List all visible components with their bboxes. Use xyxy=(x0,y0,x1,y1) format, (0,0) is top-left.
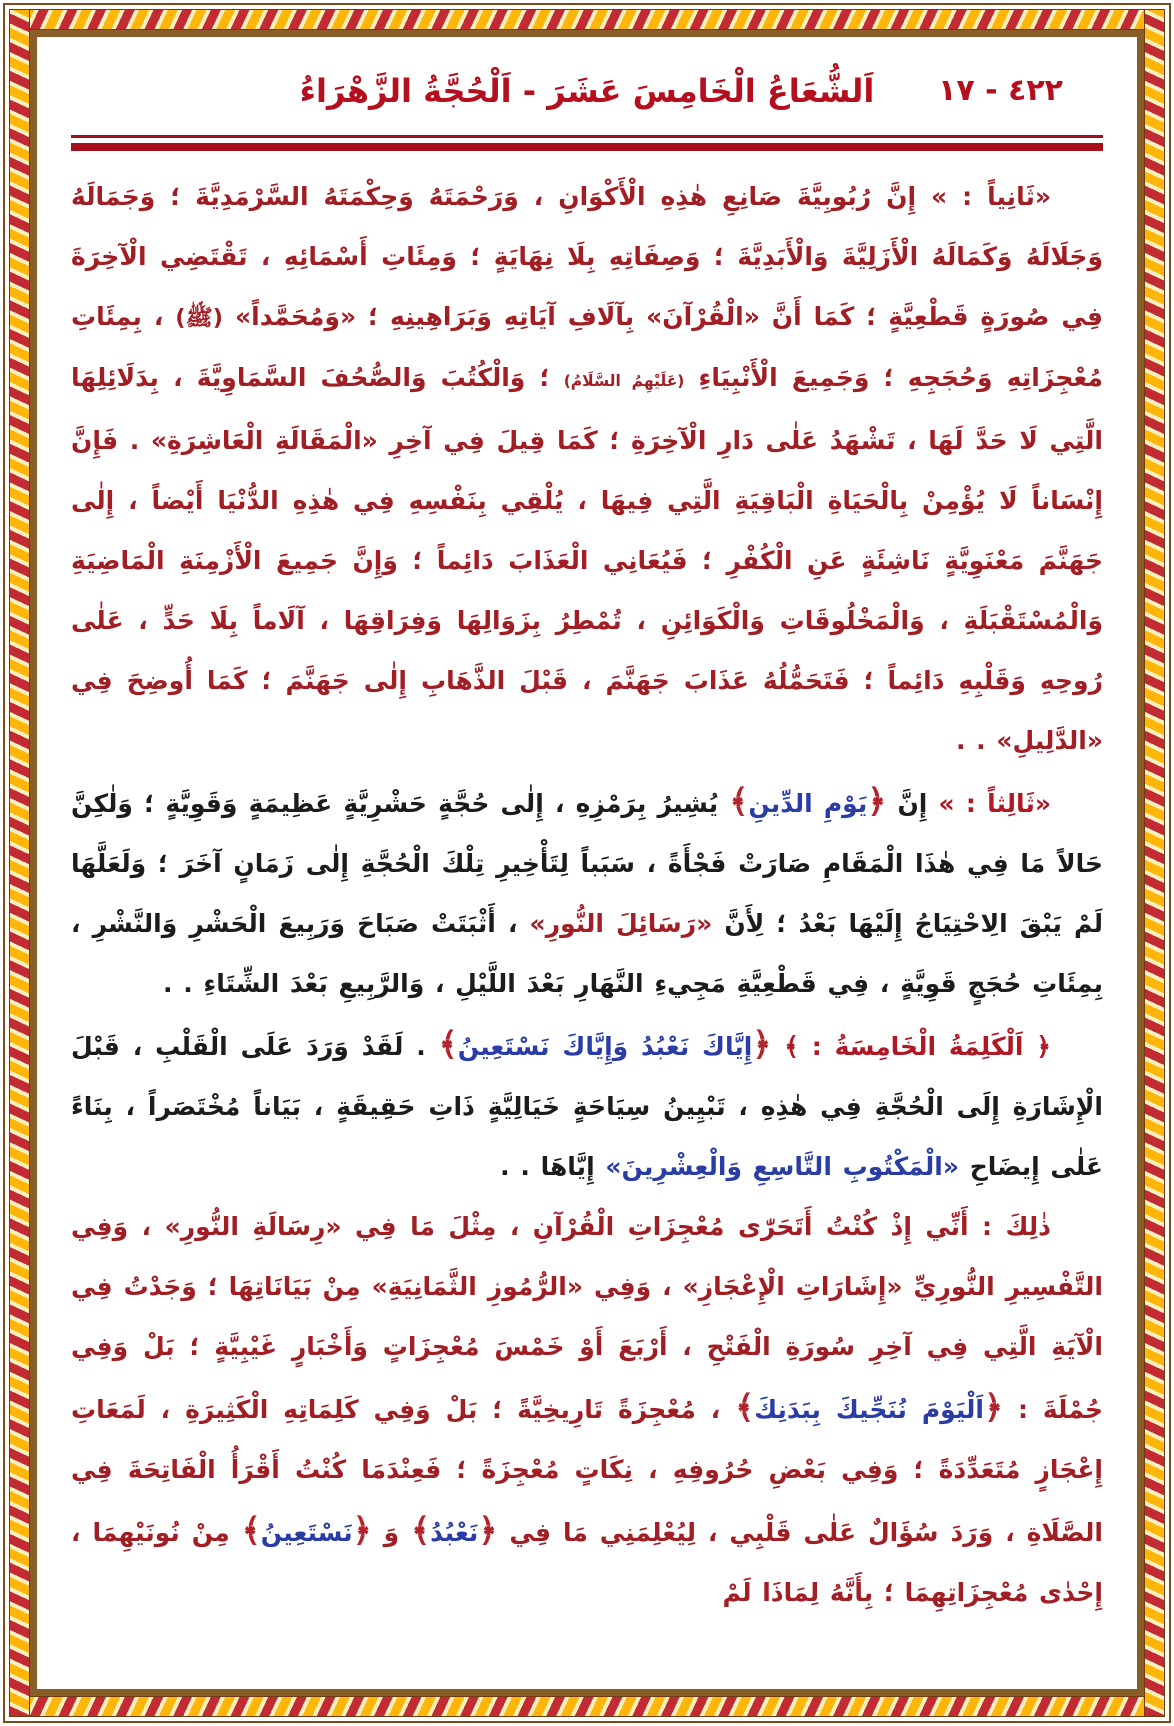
text-segment: نَسْتَعِينُ xyxy=(260,1518,353,1547)
text-segment: ﴿ اَلْكَلِمَةُ الْخَامِسَةُ : ﴾ xyxy=(771,1032,1052,1061)
text-segment: نَعْبُدُ xyxy=(430,1518,479,1547)
border-chain-right xyxy=(1144,9,1165,1717)
text-segment: ﴿ xyxy=(752,1025,772,1063)
text-segment: «ثَالِثاً : » xyxy=(927,789,1051,818)
text-segment: ، أَثْبَتَتْ صَبَاحَ وَرَبِيعَ الْحَشْرِ وَالنَّشْرِ ، بِمِئَاتِ حُجَجٍ قَوِيَّةٍ ، فِي قَطْعِيَّةِ مَجِيءِ النَّهَارِ بَعْدَ اللَّيْلِ ، وَالرَّبِيعِ بَعْدَ الشِّتَاءِ . . xyxy=(71,909,1103,998)
text-segment: يُشِيرُ بِرَمْزِهِ ، إِلٰى حُجَّةٍ حَشْرِيَّةٍ عَظِيمَةٍ وَقَوِيَّةٍ ؛ وَلٰكِنَّ حَالاً مَا فِي هٰذَا الْمَقَامِ صَارَتْ فَجْأَةً ، سَبَباً لِتَأْخِيرِ تِلْكَ الْحُجَّةِ إِلٰى زَمَانٍ آخَرَ ؛ وَلَعَلَّهَا لَمْ يَبْقَ الِاحْتِيَاجُ إِلَيْهَا بَعْدُ ؛ لِأَنَّ xyxy=(71,789,1104,938)
text-segment: . لَقَدْ وَرَدَ عَلَى الْقَلْبِ ، قَبْلَ الْإِشَارَةِ إِلَى الْحُجَّةِ فِي هٰذِهِ ، تَبْيِينُ سِيَاحَةٍ خَيَالِيَّةٍ ذَاتِ حَقِيقَةٍ ، بَيَاناً مُخْتَصَراً ، بِنَاءً عَلٰى إِيضَاحِ xyxy=(71,1032,1103,1181)
text-segment: يَوْمِ الدِّينِ xyxy=(748,789,868,818)
para-thalithan xyxy=(71,771,1103,1014)
page-content xyxy=(37,37,1137,1689)
para-fifth-word xyxy=(71,1014,1103,1197)
border-chain-top xyxy=(9,9,1165,30)
text-segment: إِيَّاكَ نَعْبُدُ وَإِيَّاكَ نَسْتَعِينُ xyxy=(457,1032,753,1061)
text-segment: «ثَانِياً : » إِنَّ رُبُوبِيَّةَ صَانِعِ هٰذِهِ الْأَكْوَانِ ، وَرَحْمَتَهُ وَحِكْمَتَهُ السَّرْمَدِيَّةَ ؛ وَجَمَالَهُ وَجَلَالَهُ وَكَمَالَهُ الْأَزَلِيَّةَ وَالْأَبَدِيَّةَ ؛ وَصِفَاتِهِ بِلَا نِهَايَةٍ ؛ وَمِئَاتِ أَسْمَائِهِ ، تَقْتَضِي الْآخِرَةَ فِي صُورَةٍ قَطْعِيَّةٍ ؛ كَمَا أَنَّ «الْقُرْآنَ» بِآلَافِ آيَاتِهِ وَبَرَاهِينِهِ ؛ «وَمُحَمَّداً» xyxy=(71,182,1103,331)
header-rule xyxy=(71,135,1103,151)
page-body xyxy=(71,167,1103,1623)
text-segment: (عَلَيْهِمُ السَّلَامُ) xyxy=(563,372,685,390)
text-segment: ﴾ xyxy=(411,1511,431,1549)
page-number: ٤٢٢ - ١٧ xyxy=(938,73,1063,108)
text-segment: ﴾ xyxy=(729,782,749,820)
text-segment: ﴿ xyxy=(867,782,887,820)
text-segment: إِيَّاهَا . . xyxy=(500,1152,606,1181)
text-segment: «الْمَكْتُوبِ التَّاسِعِ وَالْعِشْرِينَ» xyxy=(605,1152,960,1181)
text-segment: ، مُعْجِزَةً تَارِيخِيَّةً ؛ بَلْ وَفِي كَلِمَاتِهِ الْكَثِيرَةِ ، لَمَعَاتِ إِعْجَازٍ مُتَعَدِّدَةً ؛ وَفِي بَعْضِ حُرُوفِهِ ، نِكَاتٍ مُعْجِزَةً ؛ فَعِنْدَمَا كُنْتُ أَقْرَأُ الْفَاتِحَةَ فِي الصَّلَاةِ ، وَرَدَ سُؤَالٌ عَلٰى قَلْبِي ، لِيُعْلِمَنِي مَا فِي xyxy=(71,1395,1103,1547)
page-header xyxy=(71,59,1103,131)
text-segment: ﴾ xyxy=(735,1388,755,1426)
text-segment: ﴿ xyxy=(478,1511,498,1549)
text-segment: إِنَّ xyxy=(886,789,928,818)
border-chain-bottom xyxy=(9,1696,1165,1717)
text-segment: ﴾ xyxy=(241,1511,261,1549)
text-segment: ذٰلِكَ : أَنِّي إِذْ كُنْتُ أَتَحَرّٰى مُعْجِزَاتِ الْقُرْآنِ ، مِثْلَ مَا فِي «رِسَالَةِ النُّورِ» ، وَفِي التَّفْسِيرِ النُّورِيِّ «إِشَارَاتِ الْإِعْجَازِ» ، وَفِي «الرُّمُوزِ الثَّمَانِيَةِ» مِنْ بَيَانَاتِهَا ؛ وَجَدْتُ فِي الْآيَةِ الَّتِي فِي آخِرِ سُورَةِ الْفَتْحِ ، أَرْبَعَ أَوْ خَمْسَ مُعْجِزَاتٍ وَأَخْبَارٍ غَيْبِيَّةٍ ؛ بَلْ وَفِي جُمْلَةَ : xyxy=(71,1212,1103,1424)
para-dhalika xyxy=(71,1197,1103,1623)
para-thaniyan xyxy=(71,167,1103,771)
text-segment: اَلْيَوْمَ نُنَجِّيكَ بِبَدَنِكَ xyxy=(754,1395,984,1424)
page-title: اَلشُّعَاعُ الْخَامِسَ عَشَرَ - اَلْحُجَّةُ الزَّهْرَاءُ xyxy=(299,72,875,110)
text-segment: وَ xyxy=(371,1518,412,1547)
text-segment: ؛ وَالْكُتُبَ وَالصُّحُفَ السَّمَاوِيَّةَ ، بِدَلَائِلِهَا الَّتِي لَا حَدَّ لَهَا ، تَشْهَدُ عَلٰى دَارِ الْآخِرَةِ ؛ كَمَا قِيلَ فِي آخِرِ «الْمَقَالَةِ الْعَاشِرَةِ» . فَإِنَّ إِنْسَاناً لَا يُؤْمِنْ بِالْحَيَاةِ الْبَاقِيَةِ الَّتِي فِيهَا ، يُلْقِي بِنَفْسِهِ فِي هٰذِهِ الدُّنْيَا أَيْضاً ، إِلٰى جَهَنَّمَ مَعْنَوِيَّةٍ نَاشِئَةٍ عَنِ الْكُفْرِ ؛ فَيُعَانِي الْعَذَابَ دَائِماً ؛ وَإِنَّ جَمِيعَ الْأَزْمِنَةِ الْمَاضِيَةِ وَالْمُسْتَقْبَلَةِ ، وَالْمَخْلُوقَاتِ وَالْكَوَائِنِ ، تُمْطِرُ بِزَوَالِهَا وَفِرَاقِهَا ، آلَاماً بِلَا حَدٍّ ، عَلٰى رُوحِهِ وَقَلْبِهِ دَائِماً ؛ فَتَحَمُّلُهُ عَذَابَ جَهَنَّمَ ، قَبْلَ الذَّهَابِ إِلٰى جَهَنَّمَ ؛ كَمَا أُوضِحَ فِي «الدَّلِيلِ» . . xyxy=(71,363,1103,755)
text-segment: (ﷺ) xyxy=(175,305,224,331)
text-segment: ﴿ xyxy=(984,1388,1004,1426)
text-segment: مِنْ نُونَيْهِمَا ، إِحْدٰى مُعْجِزَاتِهِمَا ؛ بِأَنَّهُ لِمَاذَا لَمْ xyxy=(71,1518,1103,1607)
text-segment: ، بِمِئَاتِ مُعْجِزَاتِهِ وَحُجَجِهِ ؛ وَجَمِيعَ الْأَنْبِيَاءِ xyxy=(71,302,1104,392)
border-chain-left xyxy=(9,9,30,1717)
text-segment: «رَسَائِلَ النُّورِ» xyxy=(529,909,713,938)
text-segment: ﴿ xyxy=(352,1511,372,1549)
text-segment: ﴾ xyxy=(438,1025,458,1063)
